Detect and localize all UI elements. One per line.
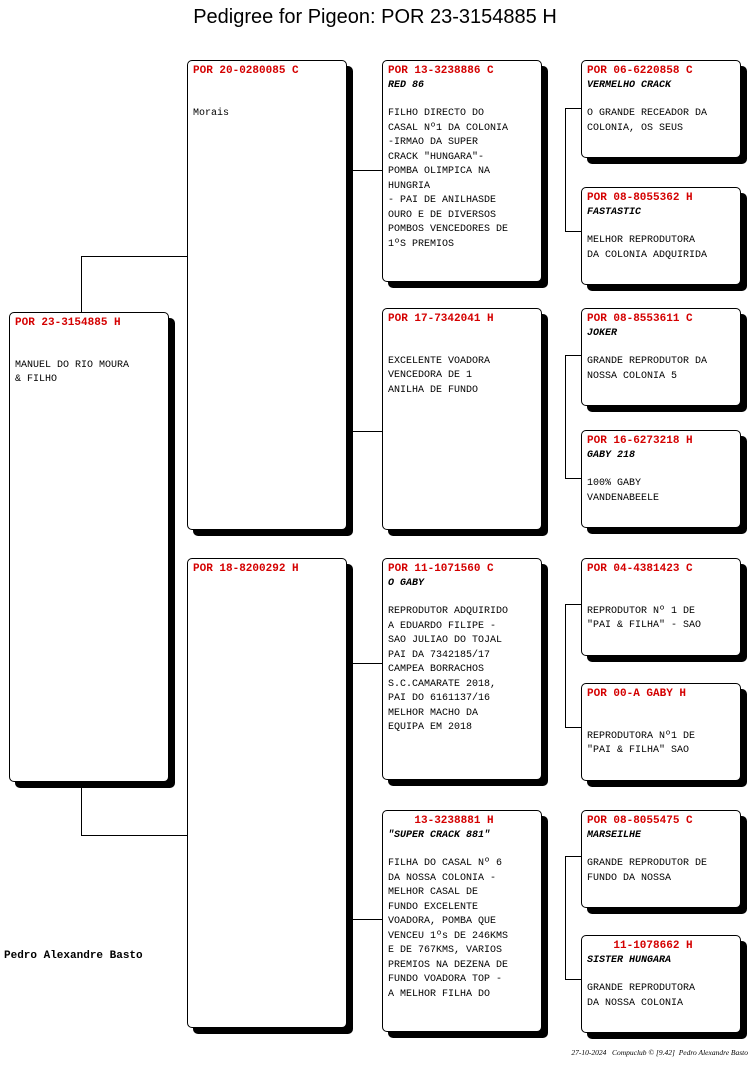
pigeon-notes: 100% GABY VANDENABEELE — [587, 478, 660, 504]
pigeon-card-dam-dam[interactable] — [382, 810, 542, 1032]
pigeon-card-sire-dam[interactable] — [382, 308, 542, 530]
ring-number: POR 23-3154885 H — [15, 317, 121, 329]
pigeon-name: "SUPER CRACK 881" — [388, 829, 491, 841]
pigeon-card-sds[interactable] — [581, 308, 741, 406]
connector-line — [81, 835, 187, 836]
pigeon-notes: GRANDE REPRODUTORA DA NOSSA COLONIA — [587, 983, 696, 1009]
pigeon-card-sire[interactable] — [187, 60, 347, 530]
pigeon-card-dam-sire[interactable] — [382, 558, 542, 780]
connector-line — [350, 663, 351, 920]
pigeon-card-sss[interactable] — [581, 60, 741, 158]
connector-line — [565, 355, 581, 356]
ring-number: POR 18-8200292 H — [193, 563, 299, 575]
pigeon-notes: EXCELENTE VOADORA VENCEDORA DE 1 ANILHA DE FUNDO — [388, 355, 491, 396]
ring-number: POR 17-7342041 H — [388, 313, 494, 325]
pigeon-name: MARSEILHE — [587, 829, 642, 841]
pigeon-card-sdd[interactable] — [581, 430, 741, 528]
pigeon-card-sire-sire[interactable] — [382, 60, 542, 282]
pigeon-notes: MANUEL DO RIO MOURA & FILHO — [15, 359, 130, 385]
connector-line — [565, 478, 581, 479]
pigeon-name — [193, 577, 341, 591]
pigeon-name: FASTASTIC — [587, 206, 642, 218]
connector-line — [565, 231, 581, 232]
ring-number: 13-3238881 H — [388, 815, 494, 827]
pigeon-notes: REPRODUTOR Nº 1 DE "PAI & FILHA" - SAO — [587, 605, 702, 631]
ring-number: 11-1078662 H — [587, 940, 693, 952]
ring-number: POR 08-8055475 C — [587, 815, 693, 827]
pigeon-name: SISTER HUNGARA — [587, 954, 672, 966]
pigeon-name — [587, 702, 735, 716]
pigeon-notes: GRANDE REPRODUTOR DE FUNDO DA NOSSA — [587, 858, 708, 884]
connector-line — [565, 979, 581, 980]
pigeon-card-dds[interactable] — [581, 810, 741, 908]
pigeon-notes: REPRODUTORA Nº1 DE "PAI & FILHA" SAO — [587, 730, 696, 756]
footer-credit: 27-10-2024 Compuclub © [9.42] Pedro Alexandre Basto — [571, 1048, 748, 1057]
connector-line — [350, 919, 382, 920]
pigeon-card-subject[interactable] — [9, 312, 169, 782]
breeder-name: Pedro Alexandre Basto — [4, 950, 143, 962]
ring-number: POR 04-4381423 C — [587, 563, 693, 575]
pigeon-name: JOKER — [587, 327, 618, 339]
pigeon-name — [15, 331, 163, 345]
ring-number: POR 11-1071560 C — [388, 563, 494, 575]
pigeon-card-dss[interactable] — [581, 558, 741, 656]
pigeon-notes: Morais — [193, 107, 230, 119]
connector-line — [565, 355, 566, 479]
connector-line — [81, 256, 187, 257]
pigeon-card-ssd[interactable] — [581, 187, 741, 285]
pigeon-name: RED 86 — [388, 79, 425, 91]
pigeon-name: GABY 218 — [587, 449, 636, 461]
connector-line — [565, 856, 566, 980]
ring-number: POR 06-6220858 C — [587, 65, 693, 77]
pigeon-card-dam[interactable] — [187, 558, 347, 1028]
ring-number: POR 08-8055362 H — [587, 192, 693, 204]
pigeon-name — [587, 577, 735, 591]
pigeon-notes: REPRODUTOR ADQUIRIDO A EDUARDO FILIPE - SAO JULIAO DO TOJAL PAI DA 7342185/17 CAMPEA BORRACHOS S.C.CAMARATE 2018, PAI DO 6161137/16 MELHOR MACHO DA EQUIPA EM 2018 — [388, 606, 509, 733]
pigeon-name: O GABY — [388, 577, 425, 589]
connector-line — [565, 604, 581, 605]
pigeon-name — [388, 327, 536, 341]
connector-line — [350, 170, 382, 171]
connector-line — [565, 856, 581, 857]
pigeon-notes: FILHO DIRECTO DO CASAL Nº1 DA COLONIA -IRMAO DA SUPER CRACK "HUNGARA"- POMBA OLIMPICA NA HUNGRIA - PAI DE ANILHASDE OURO E DE DIVERSOS POMBOS VENCEDORES DE 1ºS PREMIOS — [388, 108, 509, 250]
connector-line — [565, 108, 581, 109]
pigeon-notes: O GRANDE RECEADOR DA COLONIA, OS SEUS — [587, 108, 708, 134]
ring-number: POR 08-8553611 C — [587, 313, 693, 325]
connector-line — [350, 170, 351, 432]
connector-line — [350, 431, 382, 432]
ring-number: POR 13-3238886 C — [388, 65, 494, 77]
page-title: Pedigree for Pigeon: POR 23-3154885 H — [193, 6, 557, 28]
connector-line — [565, 108, 566, 232]
connector-line — [565, 604, 566, 728]
connector-line — [350, 663, 382, 664]
pigeon-card-ddd[interactable] — [581, 935, 741, 1033]
pigeon-card-dsd[interactable] — [581, 683, 741, 781]
pigeon-notes: GRANDE REPRODUTOR DA NOSSA COLONIA 5 — [587, 356, 708, 382]
pigeon-name: VERMELHO CRACK — [587, 79, 672, 91]
pigeon-notes: FILHA DO CASAL Nº 6 DA NOSSA COLONIA - MELHOR CASAL DE FUNDO EXCELENTE VOADORA, POMBA QUE VENCEU 1ºs DE 246KMS E DE 767KMS, VARIOS PREMIOS NA DEZENA DE FUNDO VOADORA TOP - A MELHOR FILHA DO — [388, 858, 509, 1000]
ring-number: POR 16-6273218 H — [587, 435, 693, 447]
connector-line — [565, 727, 581, 728]
pigeon-name — [193, 79, 341, 93]
ring-number: POR 20-0280085 C — [193, 65, 299, 77]
pigeon-notes: MELHOR REPRODUTORA DA COLONIA ADQUIRIDA — [587, 235, 708, 261]
ring-number: POR 00-A GABY H — [587, 688, 687, 700]
